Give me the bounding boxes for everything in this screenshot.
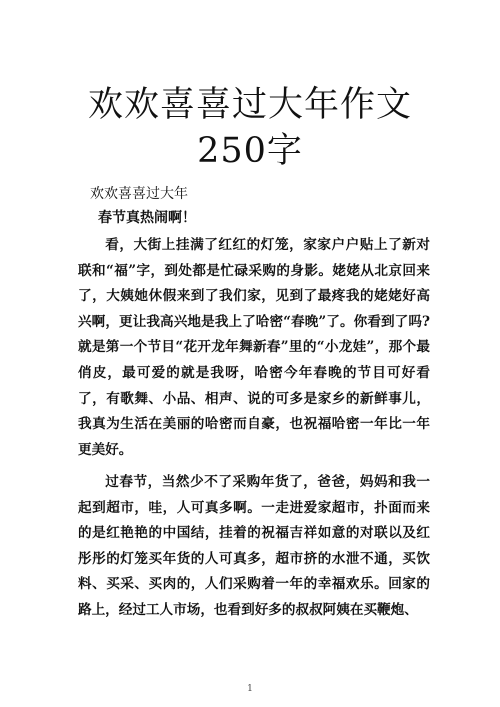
document-title: 欢欢喜喜过大年作文250字 [87,85,412,171]
document-subtitle: 欢欢喜喜过大年 [90,186,188,202]
page-number: 1 [247,684,253,694]
section-heading: 春节真热闹啊！ [98,210,196,226]
paragraph: 看，大街上挂满了红红的灯笼，家家户户贴上了新对联和“福”字，到处都是忙碌采购的身影。姥姥从北京回来了，大姨她休假来到了我们家，见到了最疼我的姥姥好高兴啊，更让我高兴地是我上了哈密“春晚”了。你看到了吗?就是第一个节目“花开龙年舞新春”里的“小龙娃”，那个最俏皮，最可爱的就是我呀，哈密今年春晚的节目可好看了，有歌舞、小品、相声、说的可多是家乡的新鲜事儿，我真为生活在美丽的哈密而自豪，也祝福哈密一年比一年更美好。 [78,237,430,458]
paragraph: 过春节，当然少不了采购年货了，爸爸，妈妈和我一起到超市，哇，人可真多啊。一走进爱家超市，扑面而来的是红艳艳的中国结，挂着的祝福吉祥如意的对联以及红彤彤的灯笼买年货的人可真多，超市挤的水泄不通，买饮料、买采、买肉的，人们采购着一年的幸福欢乐。回家的路上，经过工人市场，也看到好多的叔叔阿姨在买鞭炮、 [78,474,430,618]
